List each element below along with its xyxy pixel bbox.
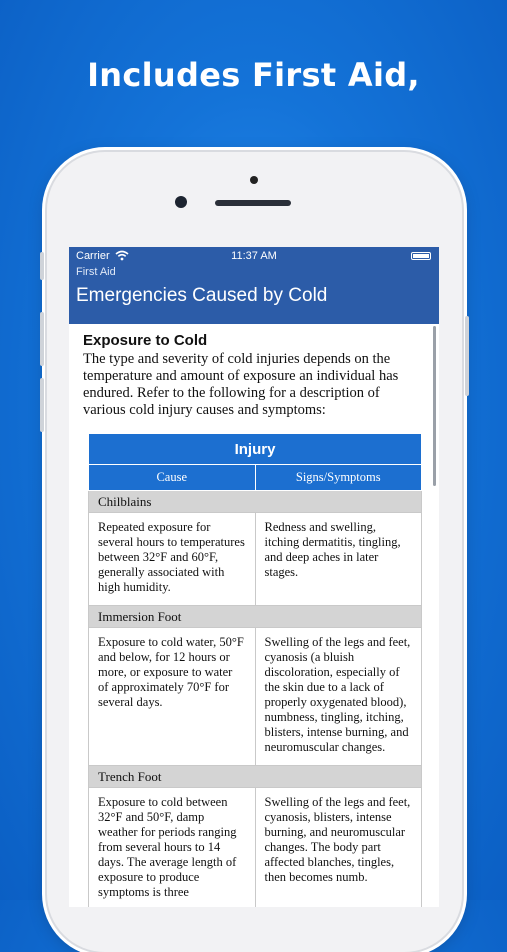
article-content: [69, 324, 439, 907]
section-heading: Exposure to Cold: [83, 332, 208, 349]
navigation-bar: [69, 265, 439, 324]
group-name: Trench Foot: [89, 766, 422, 788]
symptoms-cell: Swelling of the legs and feet, cyanosis (a bluish discoloration, especially of the skin due to a lack of properly oxygenated blood), numbness, tingling, itching, blisters, intense burning, and neuromuscular changes.: [255, 628, 422, 766]
symptoms-cell: Redness and swelling, itching dermatitis, tingling, and deep aches in later stages.: [255, 513, 422, 606]
group-name: Chilblains: [89, 491, 422, 513]
promo-headline: Includes First Aid,: [87, 56, 420, 94]
volume-down-button: [40, 378, 44, 432]
status-time: 11:37 AM: [231, 250, 277, 262]
mute-switch: [40, 252, 44, 280]
group-row: [89, 606, 422, 628]
table-row: [89, 628, 422, 766]
cause-cell: Repeated exposure for several hours to temperatures between 32°F and 60°F, generally associated with high humidity.: [89, 513, 256, 606]
table-row: [89, 513, 422, 606]
power-button: [465, 316, 469, 396]
front-camera: [175, 196, 187, 208]
column-header-cause: Cause: [89, 465, 256, 491]
back-button[interactable]: First Aid: [76, 266, 116, 278]
injury-table: [88, 433, 422, 907]
symptoms-cell: Swelling of the legs and feet, cyanosis, blisters, intense burning, and neuromuscular changes. The body part affected blanches, tingles, then becomes numb.: [255, 788, 422, 908]
app-screen: [69, 247, 439, 907]
column-header-symptoms: Signs/Symptoms: [255, 465, 422, 491]
page-title: Emergencies Caused by Cold: [76, 285, 328, 306]
group-row: [89, 491, 422, 513]
intro-paragraph: The type and severity of cold injuries depends on the temperature and amount of exposure an individual has endured. Refer to the following for a description of various cold injury causes and symptoms:: [83, 351, 399, 418]
proximity-sensor: [250, 176, 258, 184]
group-row: [89, 766, 422, 788]
earpiece-speaker: [215, 200, 291, 206]
carrier-label: Carrier: [76, 250, 110, 262]
status-bar: [69, 247, 439, 265]
table-row: [89, 788, 422, 908]
cause-cell: Exposure to cold water, 50°F and below, for 12 hours or more, or exposure to water of approximately 70°F for several days.: [89, 628, 256, 766]
table-title: Injury: [89, 434, 422, 465]
battery-icon: [411, 252, 431, 260]
volume-up-button: [40, 312, 44, 366]
group-name: Immersion Foot: [89, 606, 422, 628]
cause-cell: Exposure to cold between 32°F and 50°F, damp weather for periods ranging from several hours to 14 days. The average length of exposure to produce symptoms is three: [89, 788, 256, 908]
